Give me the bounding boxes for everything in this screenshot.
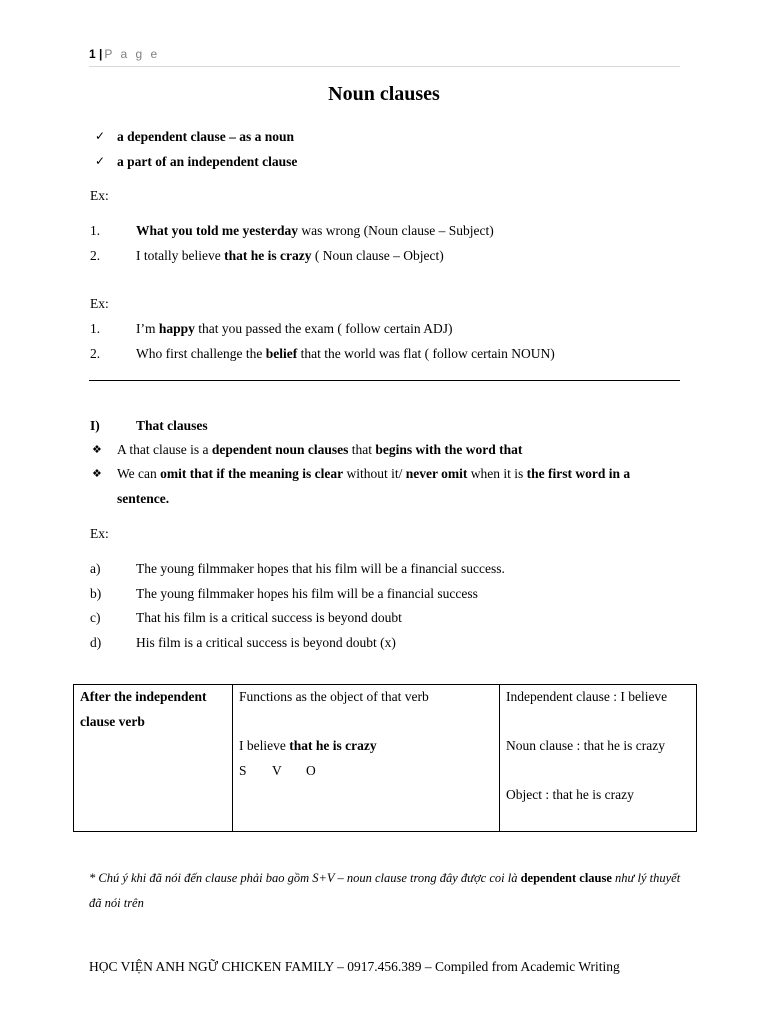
definition-item: a dependent clause – as a noun [117, 129, 295, 144]
bullet-item-continuation: sentence. [117, 491, 170, 506]
explanation-table [73, 684, 697, 832]
example-sentence: The young filmmaker hopes his film will be a financial success [136, 586, 478, 601]
page-title: Noun clauses [328, 83, 440, 105]
svo-labels: S V O [239, 762, 316, 778]
example-letter: a) [90, 561, 101, 576]
table-cell-context: After the independent clause verb [74, 685, 233, 832]
table-example: I believe that he is crazy [239, 738, 377, 753]
example-sentence: I’m happy that you passed the exam ( follow certain ADJ) [136, 321, 453, 336]
page-number: 1 | [89, 47, 103, 61]
example-label: Ex: [90, 296, 109, 311]
example-sentence: The young filmmaker hopes that his film will be a financial success. [136, 561, 505, 576]
example-number: 1. [90, 223, 101, 238]
table-cell-breakdown: Independent clause : I believe Noun clause : that he is crazy Object : that he is crazy [500, 685, 697, 832]
example-sentence: I totally believe that he is crazy ( Noun clause – Object) [136, 248, 444, 263]
example-sentence: What you told me yesterday was wrong (Noun clause – Subject) [136, 223, 494, 238]
bullet-icon: ❖ [92, 444, 102, 456]
section-divider [89, 380, 680, 381]
example-number: 2. [90, 248, 101, 263]
bullet-item: We can omit that if the meaning is clear without it/ never omit when it is the first word in a [117, 466, 631, 481]
check-icon: ✓ [95, 154, 106, 168]
note: * Chú ý khi đã nói đến clause phải bao gồm S+V – noun clause trong đây được coi là dependent clause như lý thuyết đã nói trên [89, 871, 681, 910]
check-icon: ✓ [95, 129, 106, 143]
page-header [89, 47, 160, 61]
bullet-icon: ❖ [92, 468, 102, 480]
table-cell-function: Functions as the object of that verb I believe that he is crazy S V O [233, 685, 500, 832]
example-number: 2. [90, 346, 101, 361]
example-number: 1. [90, 321, 101, 336]
table-row [74, 685, 697, 832]
example-label: Ex: [90, 526, 109, 541]
example-sentence: That his film is a critical success is beyond doubt [136, 610, 402, 625]
header-divider [89, 66, 680, 67]
page-footer: HỌC VIỆN ANH NGỮ CHICKEN FAMILY – 0917.456.389 – Compiled from Academic Writing [89, 959, 620, 974]
example-label: Ex: [90, 188, 109, 203]
example-letter: c) [90, 610, 101, 625]
bullet-item: A that clause is a dependent noun clauses that begins with the word that [117, 442, 523, 457]
example-sentence: His film is a critical success is beyond doubt (x) [136, 635, 396, 650]
section-number: I) [90, 418, 100, 433]
definition-item: a part of an independent clause [117, 154, 298, 169]
example-letter: b) [90, 586, 102, 601]
example-sentence: Who first challenge the belief that the world was flat ( follow certain NOUN) [136, 346, 555, 361]
example-letter: d) [90, 635, 102, 650]
page-word: P a g e [104, 47, 160, 61]
section-title: That clauses [136, 418, 208, 433]
